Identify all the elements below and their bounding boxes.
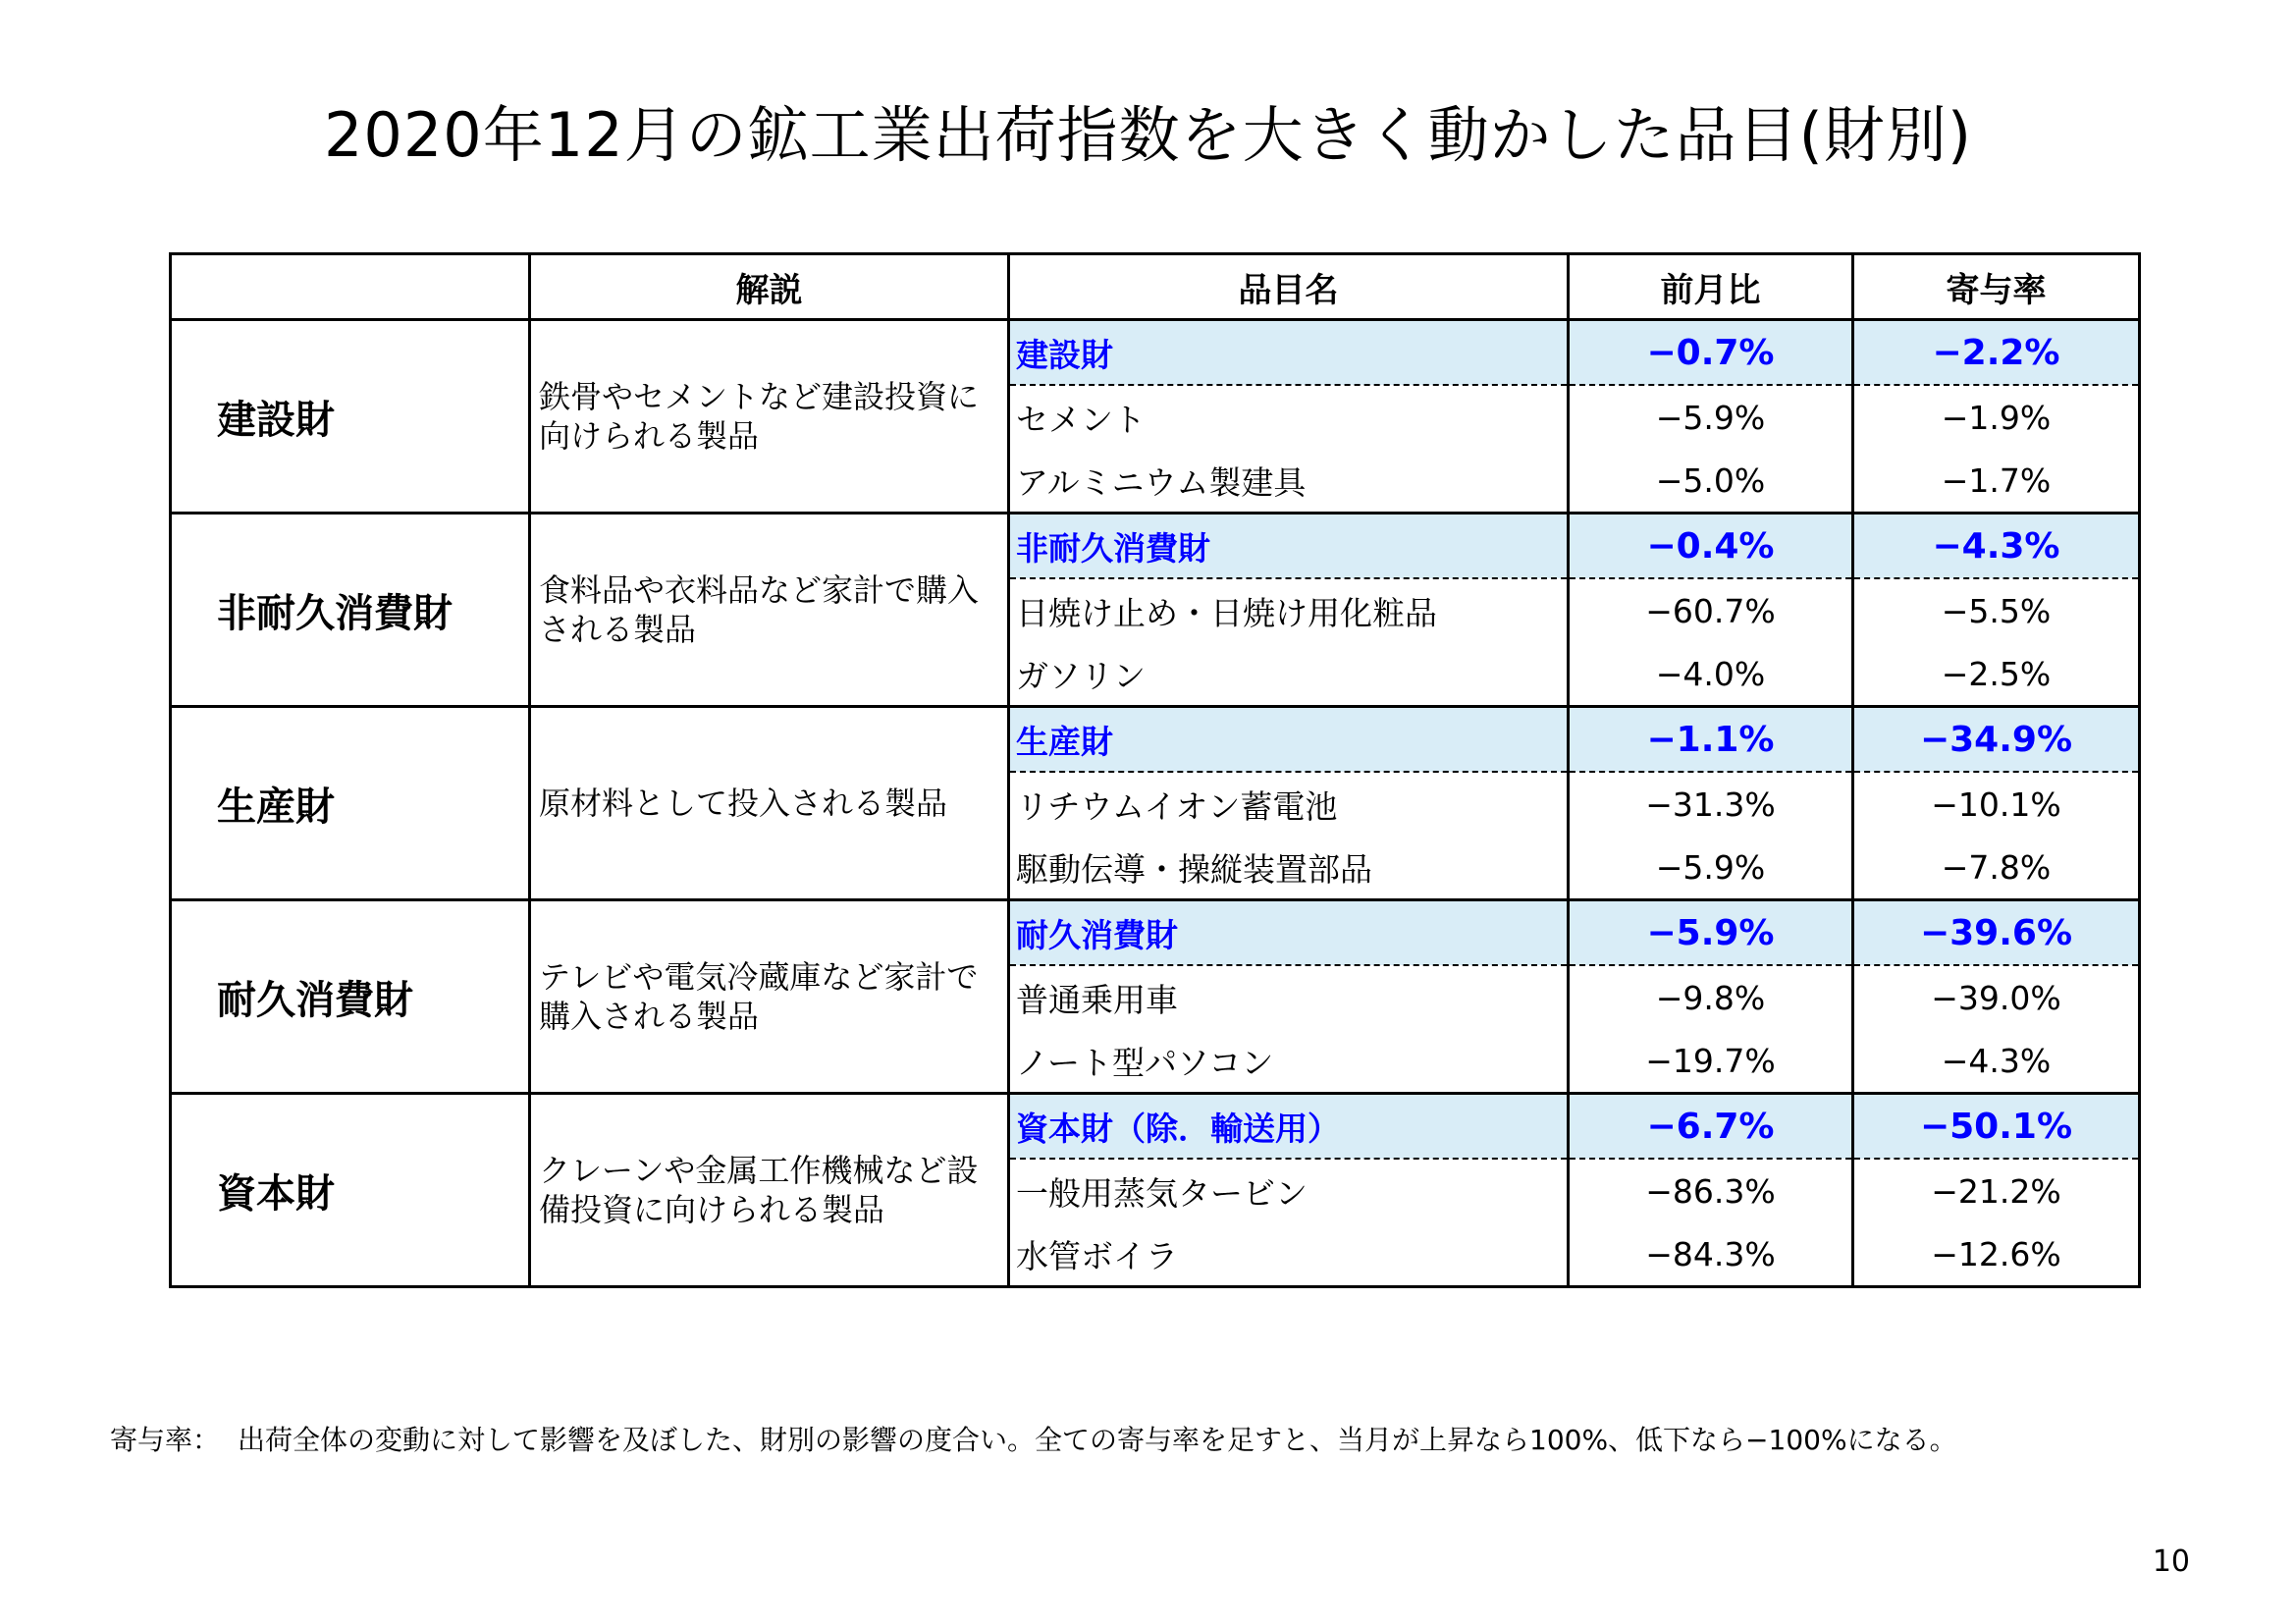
- category-cell: 資本財: [171, 1094, 530, 1287]
- header-description: 解説: [530, 254, 1009, 320]
- item-cell: リチウムイオン蓄電池: [1009, 772, 1569, 836]
- contribution-cell: −39.0%: [1853, 965, 2140, 1029]
- item-cell: 非耐久消費財: [1009, 514, 1569, 579]
- mom-cell: −6.7%: [1569, 1094, 1853, 1160]
- item-cell: 日焼け止め・日焼け用化粧品: [1009, 578, 1569, 642]
- page-number: 10: [2152, 1544, 2190, 1579]
- contribution-cell: −5.5%: [1853, 578, 2140, 642]
- description-cell: 食料品や衣料品など家計で購入される製品: [530, 514, 1009, 707]
- header-category: [171, 254, 530, 320]
- contribution-cell: −39.6%: [1853, 900, 2140, 966]
- item-cell: 建設財: [1009, 320, 1569, 386]
- mom-cell: −1.1%: [1569, 707, 1853, 773]
- table-row: [171, 514, 2140, 579]
- mom-cell: −19.7%: [1569, 1029, 1853, 1094]
- item-cell: 普通乗用車: [1009, 965, 1569, 1029]
- item-cell: 生産財: [1009, 707, 1569, 773]
- mom-cell: −84.3%: [1569, 1222, 1853, 1287]
- category-cell: 生産財: [171, 707, 530, 900]
- contribution-cell: −2.5%: [1853, 642, 2140, 707]
- item-cell: 水管ボイラ: [1009, 1222, 1569, 1287]
- mom-cell: −5.0%: [1569, 449, 1853, 514]
- category-cell: 耐久消費財: [171, 900, 530, 1094]
- table-row: [171, 900, 2140, 966]
- table-header-row: [171, 254, 2140, 320]
- contribution-cell: −10.1%: [1853, 772, 2140, 836]
- category-cell: 非耐久消費財: [171, 514, 530, 707]
- mom-cell: −60.7%: [1569, 578, 1853, 642]
- category-cell: 建設財: [171, 320, 530, 514]
- footnote-label: 寄与率：: [110, 1424, 221, 1456]
- mom-cell: −5.9%: [1569, 385, 1853, 449]
- item-cell: ガソリン: [1009, 642, 1569, 707]
- table-row: [171, 1094, 2140, 1160]
- contribution-cell: −4.3%: [1853, 514, 2140, 579]
- contribution-cell: −1.9%: [1853, 385, 2140, 449]
- item-cell: セメント: [1009, 385, 1569, 449]
- mom-cell: −0.7%: [1569, 320, 1853, 386]
- contribution-cell: −21.2%: [1853, 1159, 2140, 1222]
- contribution-cell: −1.7%: [1853, 449, 2140, 514]
- contribution-cell: −34.9%: [1853, 707, 2140, 773]
- description-cell: テレビや電気冷蔵庫など家計で購入される製品: [530, 900, 1009, 1094]
- description-cell: 原材料として投入される製品: [530, 707, 1009, 900]
- table-row: [171, 707, 2140, 773]
- description-cell: 鉄骨やセメントなど建設投資に向けられる製品: [530, 320, 1009, 514]
- footnote-text: 出荷全体の変動に対して影響を及ぼした、財別の影響の度合い。全ての寄与率を足すと、当月が上昇なら100%、低下なら−100%になる。: [238, 1424, 1957, 1456]
- mom-cell: −86.3%: [1569, 1159, 1853, 1222]
- mom-cell: −4.0%: [1569, 642, 1853, 707]
- contribution-cell: −12.6%: [1853, 1222, 2140, 1287]
- table-row: [171, 320, 2140, 386]
- mom-cell: −0.4%: [1569, 514, 1853, 579]
- contribution-cell: −2.2%: [1853, 320, 2140, 386]
- mom-cell: −9.8%: [1569, 965, 1853, 1029]
- mom-cell: −5.9%: [1569, 900, 1853, 966]
- item-cell: ノート型パソコン: [1009, 1029, 1569, 1094]
- item-cell: アルミニウム製建具: [1009, 449, 1569, 514]
- header-contribution: 寄与率: [1853, 254, 2140, 320]
- item-cell: 一般用蒸気タービン: [1009, 1159, 1569, 1222]
- header-mom: 前月比: [1569, 254, 1853, 320]
- contribution-cell: −50.1%: [1853, 1094, 2140, 1160]
- contribution-cell: −7.8%: [1853, 836, 2140, 900]
- item-cell: 耐久消費財: [1009, 900, 1569, 966]
- contribution-cell: −4.3%: [1853, 1029, 2140, 1094]
- item-cell: 駆動伝導・操縦装置部品: [1009, 836, 1569, 900]
- items-table: [169, 252, 2141, 1288]
- mom-cell: −31.3%: [1569, 772, 1853, 836]
- description-cell: クレーンや金属工作機械など設備投資に向けられる製品: [530, 1094, 1009, 1287]
- item-cell: 資本財（除．輸送用）: [1009, 1094, 1569, 1160]
- page-title: 2020年12月の鉱工業出荷指数を大きく動かした品目(財別): [323, 99, 1973, 171]
- mom-cell: −5.9%: [1569, 836, 1853, 900]
- header-item: 品目名: [1009, 254, 1569, 320]
